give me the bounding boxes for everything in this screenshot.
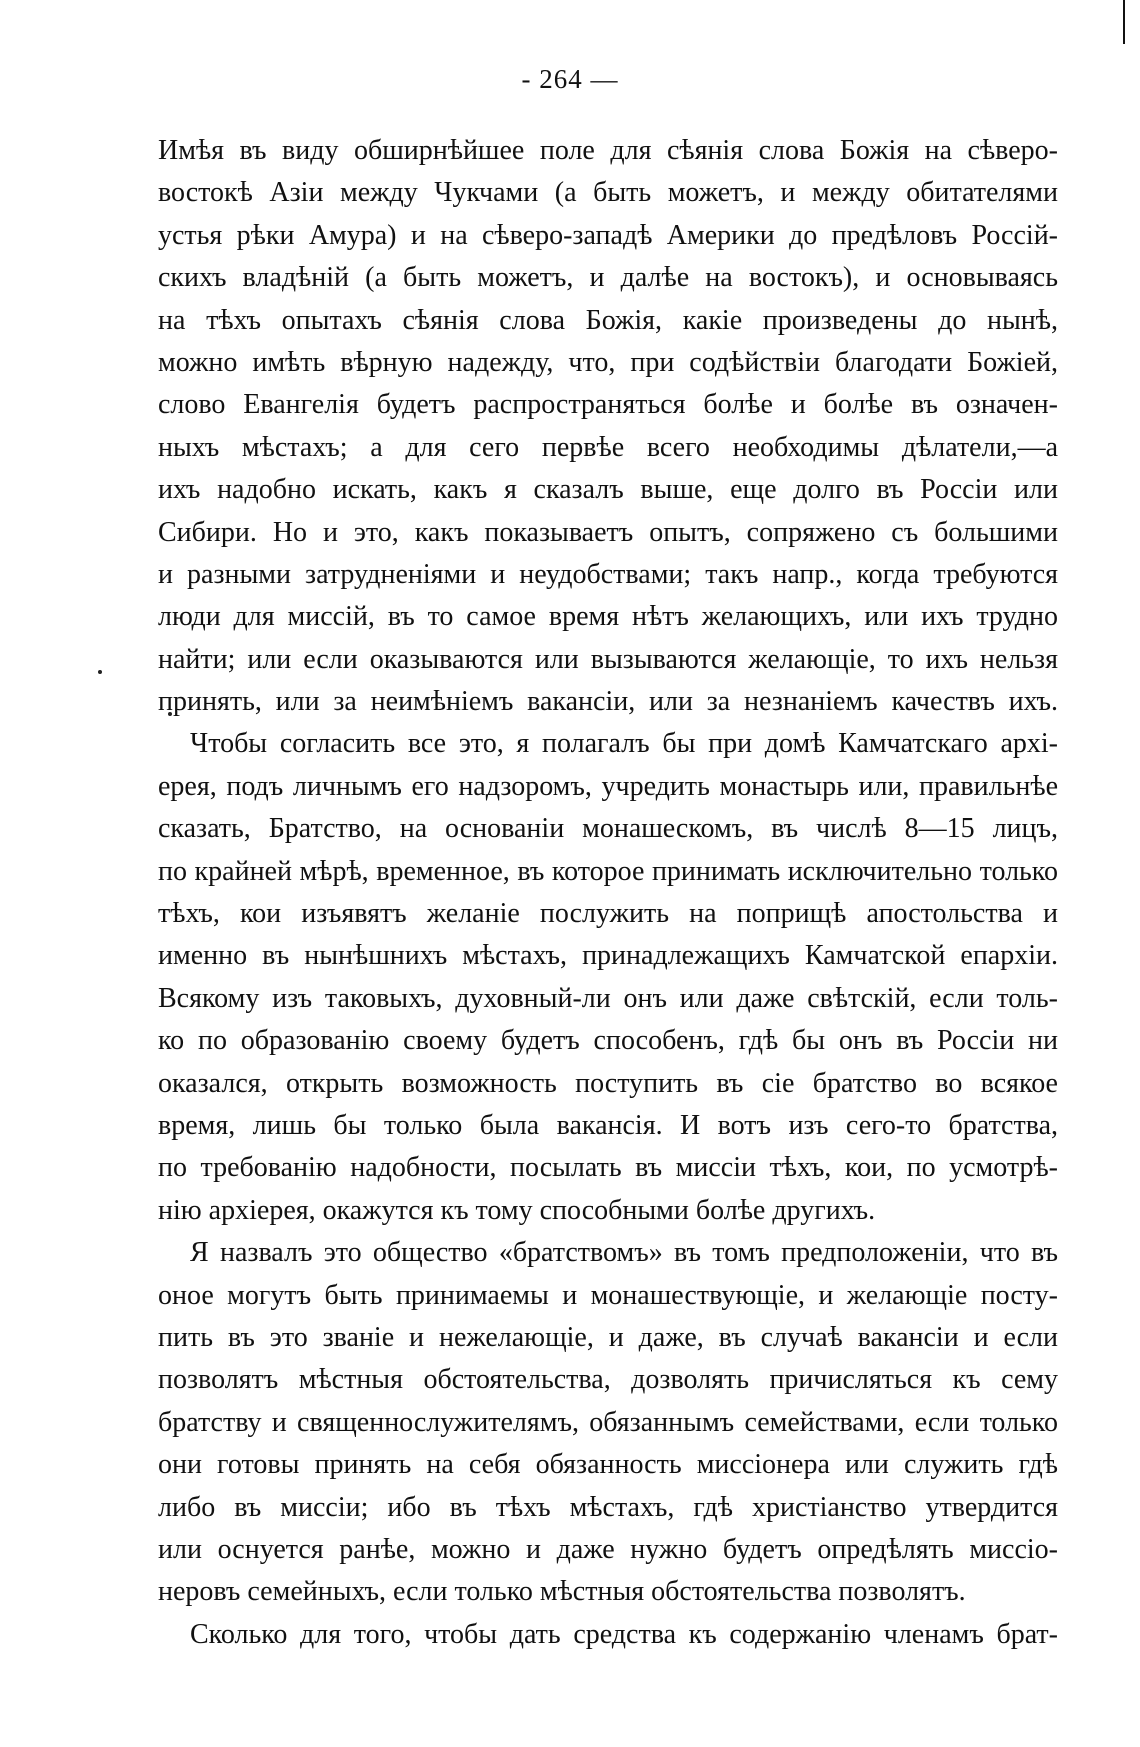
text-line: сказать, Братство, на основаніи монашескомъ, въ числѣ 8—15 лицъ, (158, 813, 1058, 845)
text-line: позволятъ мѣстныя обстоятельства, дозволять причисляться къ сему (158, 1364, 1058, 1396)
text-line: слово Евангелія будетъ распространяться болѣе и болѣе въ означен- (158, 389, 1058, 421)
text-line: Чтобы согласить все это, я полагалъ бы при домѣ Камчатскаго архі- (190, 728, 1058, 760)
text-line: либо въ миссіи; ибо въ тѣхъ мѣстахъ, гдѣ христіанство утвердится (158, 1491, 1058, 1523)
text-line: ныхъ мѣстахъ; а для сего первѣе всего необходимы дѣлатели,—а (158, 431, 1058, 463)
text-line: принять, или за неимѣніемъ вакансіи, или за незнаніемъ качествъ ихъ. (158, 686, 1058, 718)
text-line: можно имѣть вѣрную надежду, что, при содѣйствіи благодати Божіей, (158, 346, 1058, 378)
text-line: пить въ это званіе и нежелающіе, и даже, въ случаѣ вакансіи и если (158, 1321, 1058, 1353)
text-line: оказался, открыть возможность поступить въ сіе братство во всякое (158, 1067, 1058, 1099)
text-line: по требованію надобности, посылать въ миссіи тѣхъ, кои, по усмотрѣ- (158, 1152, 1058, 1184)
text-line: Имѣя въ виду обширнѣйшее поле для сѣянія слова Божія на сѣверо- (158, 135, 1058, 166)
text-line: неровъ семейныхъ, если только мѣстныя обстоятельства позволятъ. (158, 1576, 966, 1608)
text-line: Сибири. Но и это, какъ показываетъ опытъ, сопряжено съ большими (158, 516, 1058, 548)
scan-edge-mark (1123, 0, 1125, 44)
text-line: тѣхъ, кои изъявятъ желаніе послужить на поприщѣ апостольства и (158, 898, 1058, 930)
text-line: скихъ владѣній (а быть можетъ, и далѣе на востокъ), и основываясь (158, 262, 1058, 294)
text-line: ко по образованію своему будетъ способенъ, гдѣ бы онъ въ Россіи ни (158, 1025, 1058, 1057)
text-line: на тѣхъ опытахъ сѣянія слова Божія, какіе произведены до нынѣ, (158, 304, 1058, 336)
text-line: найти; или если оказываются или вызываются желающіе, то ихъ нельзя (158, 643, 1058, 675)
text-line: востокѣ Азіи между Чукчами (а быть можетъ, и между обитателями (158, 177, 1058, 209)
text-line: они готовы принять на себя обязанность миссіонера или служить гдѣ (158, 1449, 1058, 1481)
text-line: время, лишь бы только была вакансія. И вотъ изъ сего-то братства, (158, 1109, 1058, 1141)
text-line: по крайней мѣрѣ, временное, въ которое принимать исключительно только (158, 855, 1058, 887)
text-line: люди для миссій, въ то самое время нѣтъ желающихъ, или ихъ трудно (158, 601, 1058, 633)
text-line: нію архіерея, окажутся къ тому способными болѣе другихъ. (158, 1194, 876, 1226)
text-line: оное могутъ быть принимаемы и монашествующіе, и желающіе посту- (158, 1279, 1058, 1311)
text-line: ерея, подъ личнымъ его надзоромъ, учредить монастырь или, правильнѣе (158, 770, 1058, 802)
margin-speck (98, 670, 102, 674)
text-line: Сколько для того, чтобы дать средства къ содержанію членамъ брат- (190, 1618, 1058, 1650)
text-line: и разными затрудненіями и неудобствами; такъ напр., когда требуются (158, 558, 1058, 590)
text-line: ихъ надобно искать, какъ я сказалъ выше, еще долго въ Россіи или (158, 474, 1058, 506)
text-line: устья рѣки Амура) и на сѣверо-западѣ Америки до предѣловъ Россій- (158, 219, 1058, 251)
text-line: или оснуется ранѣе, можно и даже нужно будетъ опредѣлять миссіо- (158, 1533, 1058, 1565)
text-line: братству и священнослужителямъ, обязаннымъ семействами, если только (158, 1406, 1058, 1438)
text-line: Всякому изъ таковыхъ, духовный-ли онъ или даже свѣтскій, если толь- (158, 982, 1058, 1014)
text-line: Я назвалъ это общество «братствомъ» въ томъ предположеніи, что въ (190, 1237, 1058, 1269)
page-number: - 264 — (521, 64, 619, 94)
body-text (158, 130, 1058, 1656)
text-line: именно въ нынѣшнихъ мѣстахъ, принадлежащихъ Камчатской епархіи. (158, 940, 1058, 972)
